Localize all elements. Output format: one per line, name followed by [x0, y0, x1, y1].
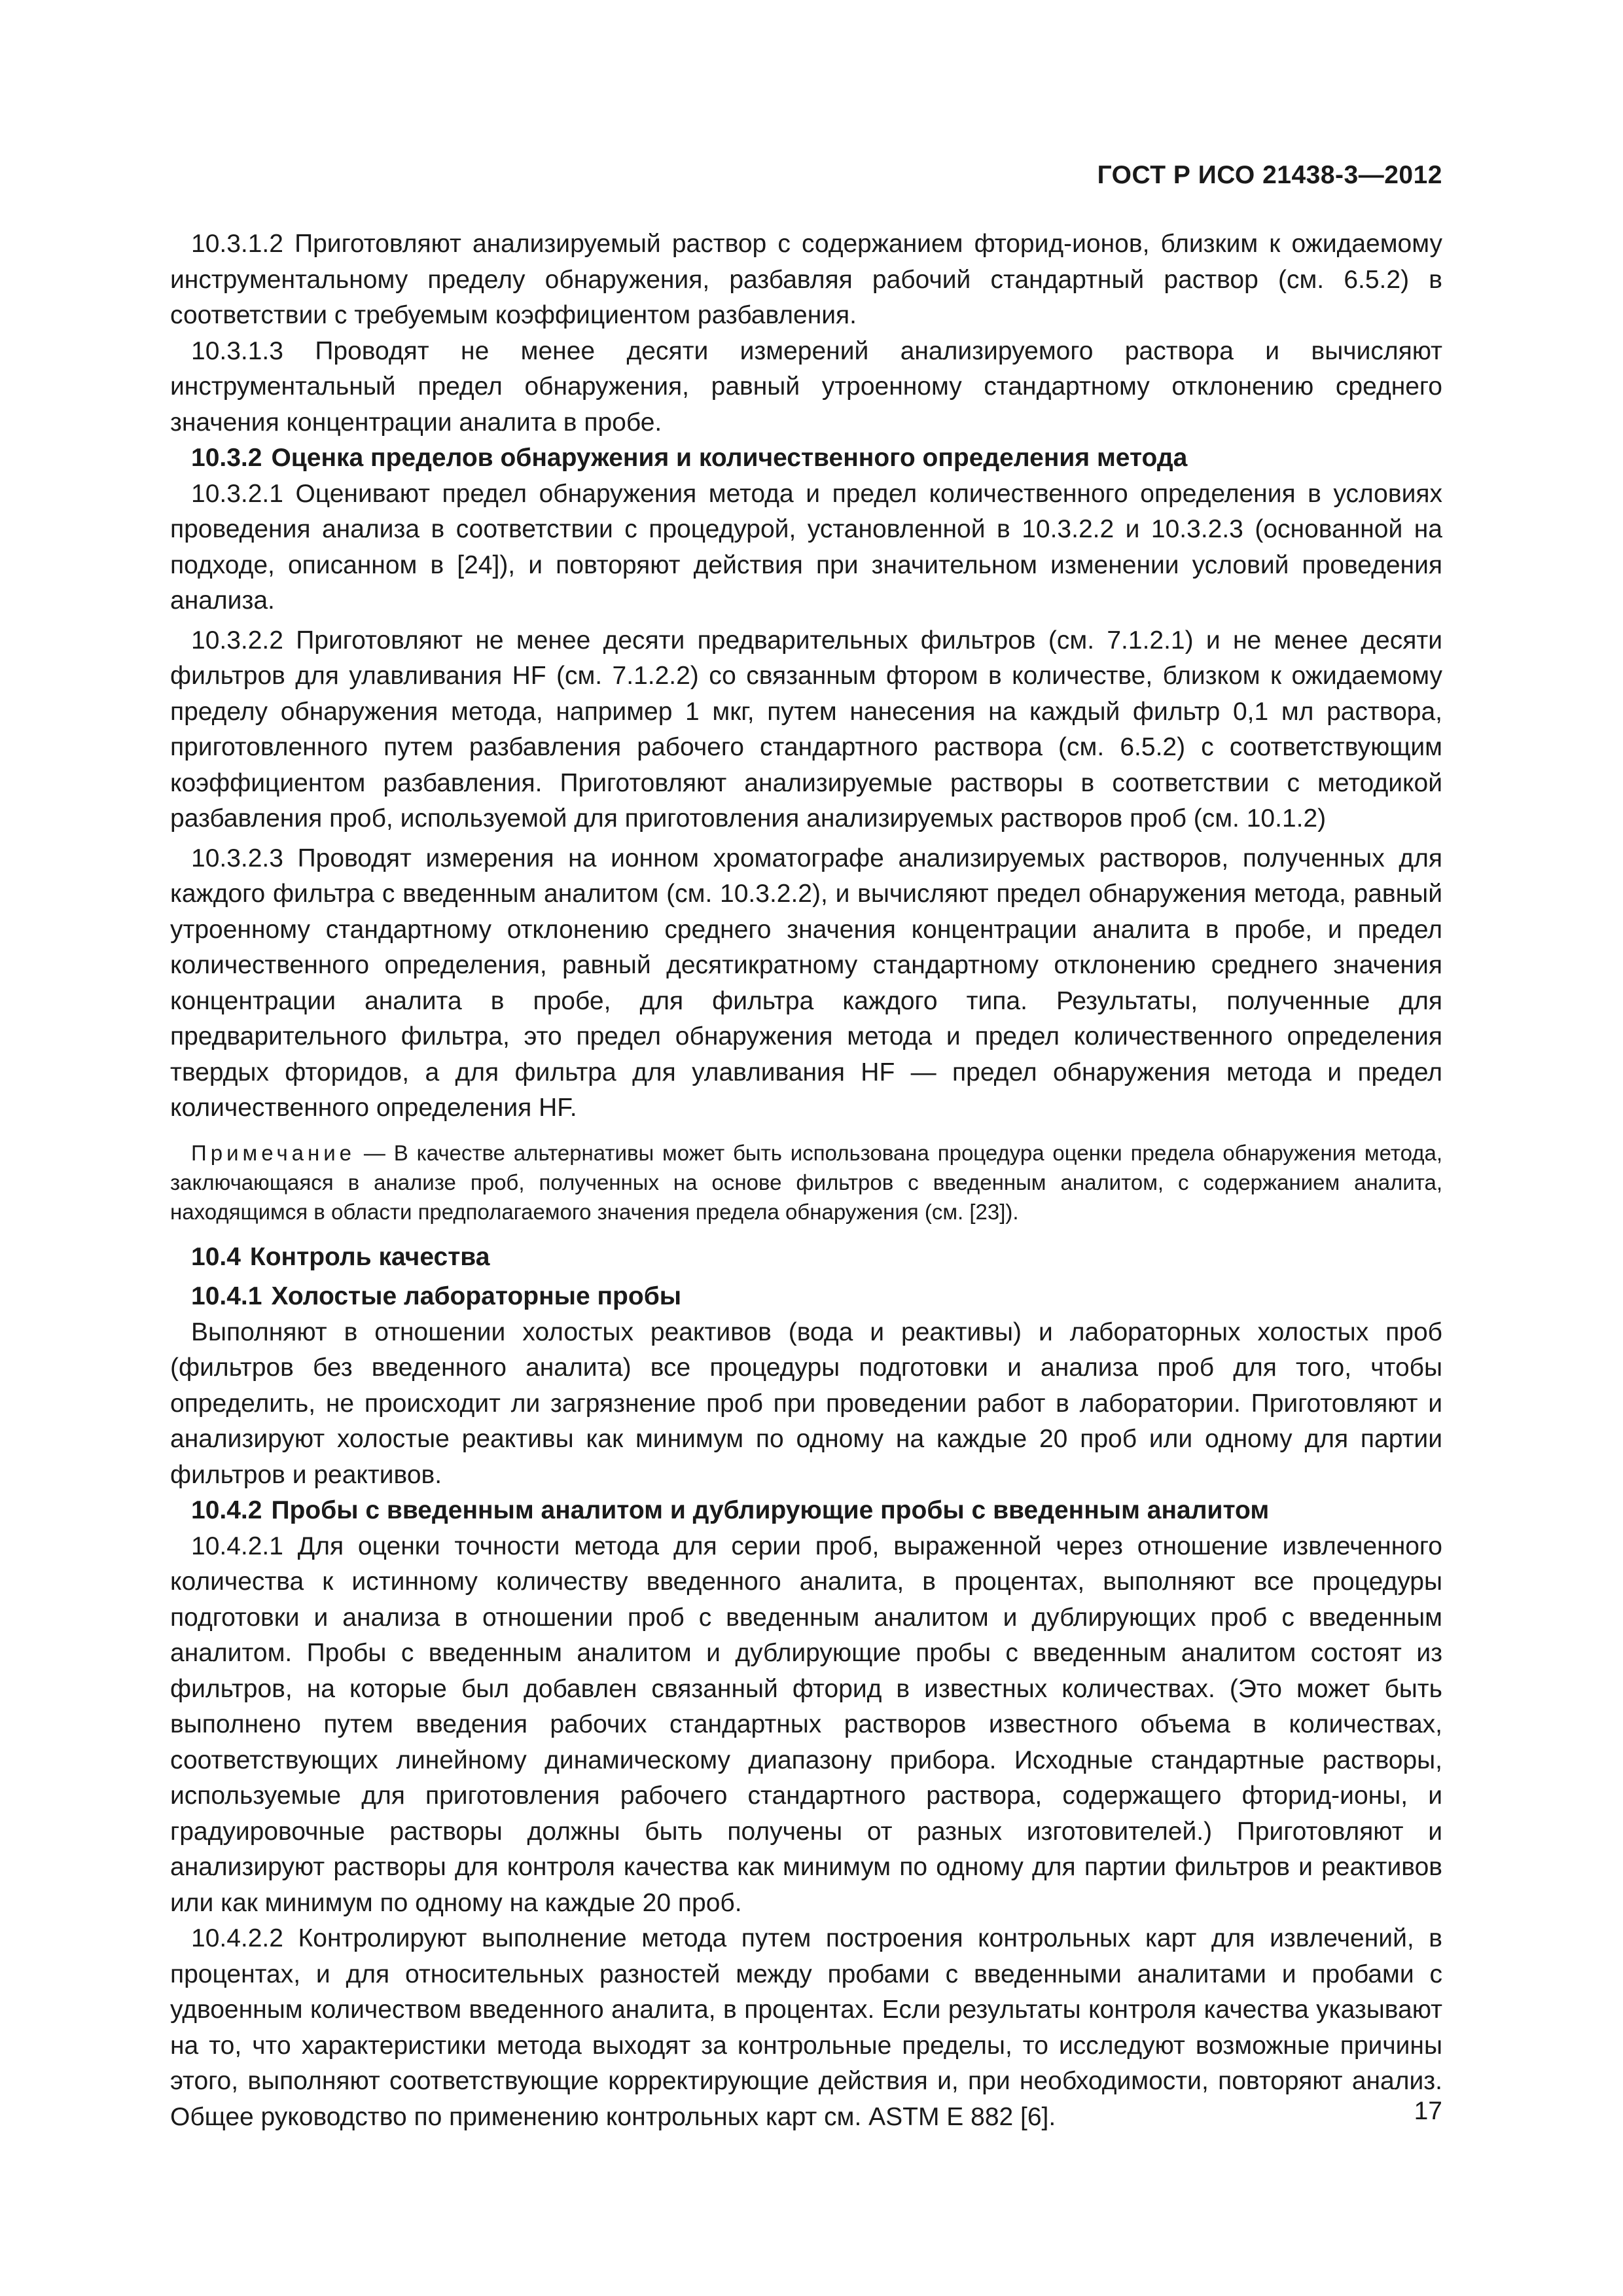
heading-10-4-1: [170, 1279, 1442, 1315]
paragraph-10-3-2-3: 10.3.2.3 Проводят измерения на ионном хроматографе анализируемых растворов, полученных для каждого фильтра с введенным аналитом (см. 10.3.2.2), и вычисляют предел обнаружения метода, равный утроенному стандартному отклонению среднего значения концентрации аналита в пробе, и предел количественного определения, равный десятикратному стандартному отклонению среднего значения концентрации аналита в пробе, для фильтра каждого типа. Результаты, полученные для предварительного фильтра, это предел обнаружения метода и предел количественного определения твердых фторидов, а для фильтра для улавливания HF — предел обнаружения метода и предел количественного определения HF.: [170, 844, 1442, 1122]
heading-10-4: [170, 1240, 1442, 1276]
heading-title: Оценка пределов обнаружения и количественного определения метода: [271, 444, 1188, 472]
document-page: [170, 0, 1442, 2296]
heading-number: 10.4.1: [191, 1282, 262, 1310]
heading-10-4-2: [170, 1493, 1442, 1529]
paragraph-10-4-2-1: 10.4.2.1 Для оценки точности метода для серии проб, выраженной через отношение извлеченного количества к истинному количеству введенного аналита, в процентах, выполняют все процедуры подготовки и анализа в отношении проб с введенным аналитом и дублирующих проб с введенным аналитом. Пробы с введенным аналитом и дублирующие пробы с введенным аналитом состоят из фильтров, на которые был добавлен связанный фторид в известных количествах. (Это может быть выполнено путем введения рабочих стандартных растворов известного объема в количествах, соответствующих линейному динамическому диапазону прибора. Исходные стандартные растворы, используемые для приготовления рабочего стандартного раствора, содержащего фторид-ионы, и градуировочные растворы должны быть получены от разных изготовителей.) Приготовляют и анализируют растворы для контроля качества как минимум по одному для партии фильтров и реактивов или как минимум по одному на каждые 20 проб.: [170, 1532, 1442, 1917]
heading-title: Пробы с введенным аналитом и дублирующие пробы с введенным аналитом: [271, 1496, 1270, 1524]
paragraph-10-4-1: Выполняют в отношении холостых реактивов (вода и реактивы) и лабораторных холостых проб (фильтров без введенного аналита) все процедуры подготовки и анализа проб для того, чтобы определить, не происходит ли загрязнение проб при проведении работ в лаборатории. Приготовляют и анализируют холостые реактивы как минимум по одному на каждые 20 проб или одному для партии фильтров и реактивов.: [170, 1318, 1442, 1489]
heading-number: 10.4: [191, 1242, 241, 1271]
heading-number: 10.3.2: [191, 444, 262, 472]
heading-number: 10.4.2: [191, 1496, 262, 1524]
paragraph-10-3-1-2: 10.3.1.2 Приготовляют анализируемый раствор с содержанием фторид-ионов, близким к ожидаемому инструментальному пределу обнаружения, разбавляя рабочий стандартный раствор (см. 6.5.2) в соответствии с требуемым коэффициентом разбавления.: [170, 230, 1442, 329]
document-body: [170, 226, 1442, 2135]
note: [170, 1138, 1442, 1227]
heading-title: Контроль качества: [249, 1242, 490, 1271]
note-text: — В качестве альтернативы может быть использована процедура оценки предела обнаружения метода, заключающаяся в анализе проб, полученных на основе фильтров с введенным аналитом, с содержанием аналита, находящимся в области предполагаемого значения предела обнаружения (см. [23]).: [170, 1140, 1442, 1224]
heading-title: Холостые лабораторные пробы: [271, 1282, 682, 1310]
page-number: 17: [1414, 2097, 1442, 2125]
heading-10-3-2: [170, 440, 1442, 476]
paragraph-10-3-2-2: 10.3.2.2 Приготовляют не менее десяти предварительных фильтров (см. 7.1.2.1) и не менее десяти фильтров для улавливания HF (см. 7.1.2.2) со связанным фтором в количестве, близком к ожидаемому пределу обнаружения метода, например 1 мкг, путем нанесения на каждый фильтр 0,1 мл раствора, приготовленного путем разбавления рабочего стандартного раствора (см. 6.5.2) с соответствующим коэффициентом разбавления. Приготовляют анализируемые растворы в соответствии с методикой разбавления проб, используемой для приготовления анализируемых растворов проб (см. 10.1.2): [170, 626, 1442, 833]
paragraph-10-3-2-1: 10.3.2.1 Оценивают предел обнаружения метода и предел количественного определения в условиях проведения анализа в соответствии с процедурой, установленной в 10.3.2.2 и 10.3.2.3 (основанной на подходе, описанном в [24]), и повторяют действия при значительном изменении условий проведения анализа.: [170, 479, 1442, 615]
document-header-id: ГОСТ Р ИСО 21438-3—2012: [1097, 161, 1442, 189]
note-label: Примечание: [191, 1140, 356, 1165]
paragraph-10-3-1-3: 10.3.1.3 Проводят не менее десяти измерений анализируемого раствора и вычисляют инструментальный предел обнаружения, равный утроенному стандартному отклонению среднего значения концентрации аналита в пробе.: [170, 336, 1442, 437]
paragraph-10-4-2-2: 10.4.2.2 Контролируют выполнение метода путем построения контрольных карт для извлечений, в процентах, и для относительных разностей между пробами с введенными аналитами и пробами с удвоенным количеством введенного аналита, в процентах. Если результаты контроля качества указывают на то, что характеристики метода выходят за контрольные пределы, то исследуют возможные причины этого, выполняют соответствующие корректирующие действия и, при необходимости, повторяют анализ. Общее руководство по применению контрольных карт см. ASTM E 882 [6].: [170, 1924, 1442, 2131]
